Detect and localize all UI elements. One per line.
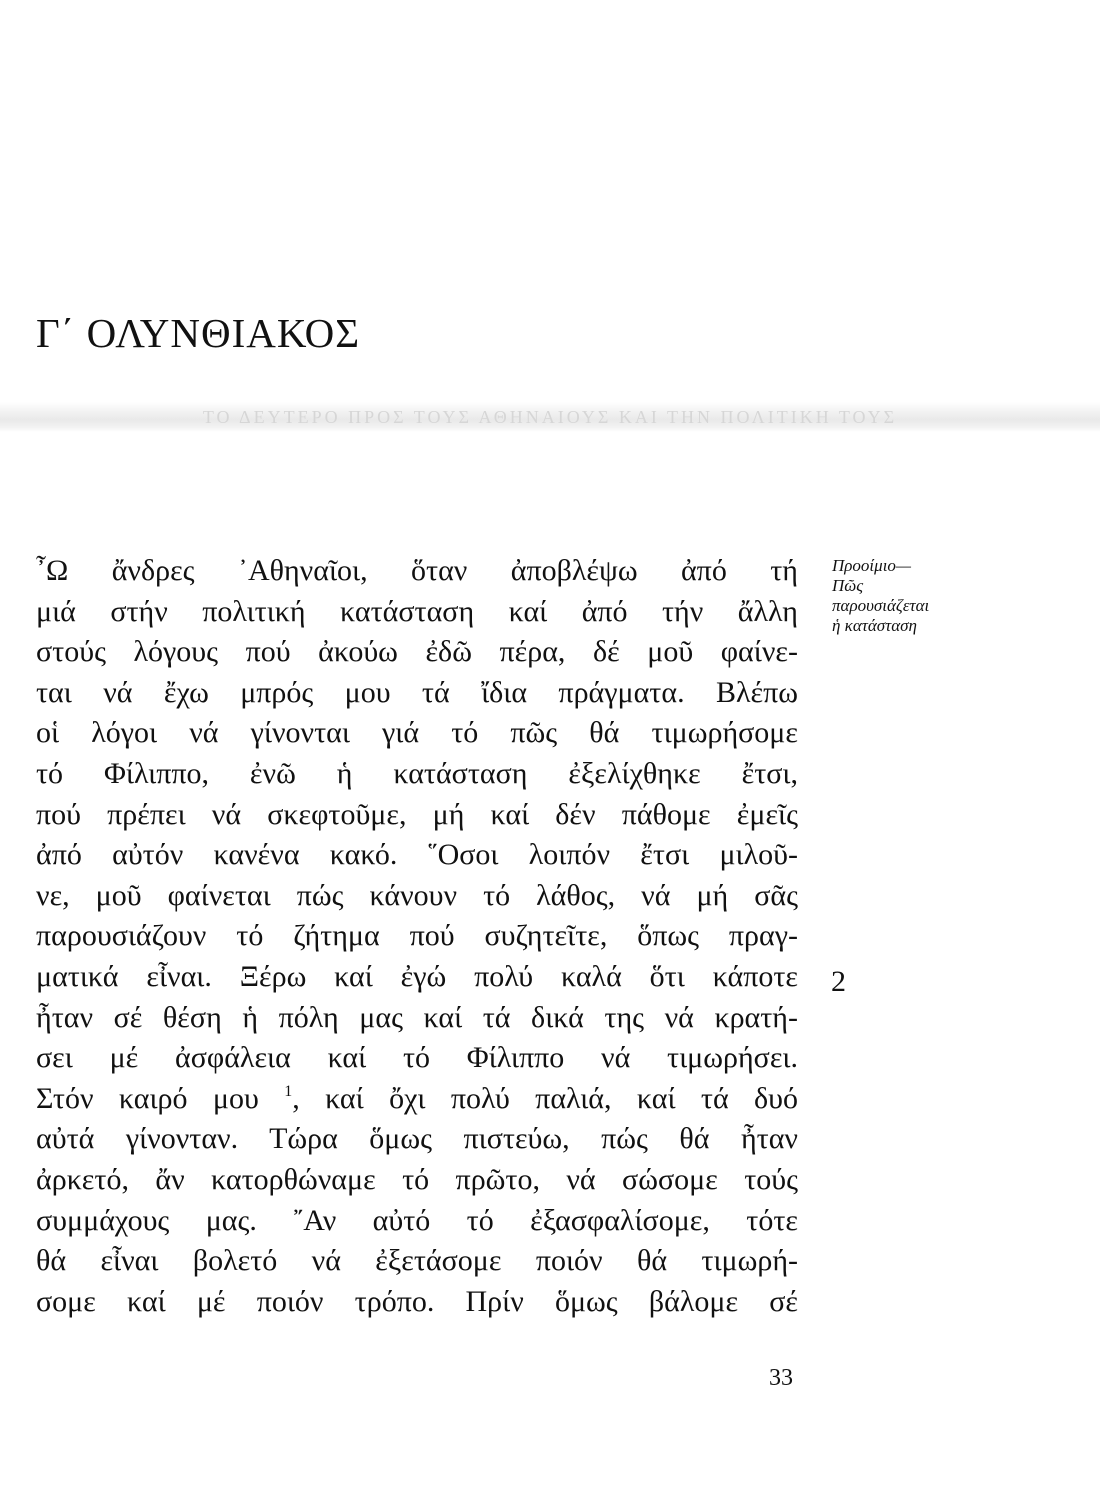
body-line-6: τό Φίλιππο, ἐνῶ ἡ κατάσταση ἐξελίχθηκε ἔτσι, [36,756,798,790]
body-line-13: σει μέ ἀσφάλεια καί τό Φίλιππο νά τιμωρήσει. [36,1041,798,1075]
section-number: 2 [831,965,846,998]
body-line-2: μιά στήν πολιτική κατάσταση καί ἀπό τήν ἄλλη [36,594,798,628]
body-line-11: ματικά εἶναι. Ξέρω καί ἐγώ πολύ καλά ὅτι κάποτε [36,959,798,993]
body-line-9: νε, μοῦ φαίνεται πώς κάνουν τό λάθος, νά μή σᾶς [36,878,798,912]
page-title: Γ΄ ΟΛΥΝΘΙΑΚΟΣ [36,310,361,356]
line-14-start: Στόν καιρό μου [36,1081,259,1115]
bleed-through-text: ΤΟ ΔΕΥΤΕΡΟ ΠΡΟΣ ΤΟΥΣ ΑΘΗΝΑΙΟΥΣ ΚΑΙ ΤΗΝ ΠΟΛΙΤΙΚΗ ΤΟΥΣ [202,407,898,427]
body-line-4: ται νά ἔχω μπρός μου τά ἴδια πράγματα. Βλέπω [36,675,798,709]
body-line-15: αὐτά γίνονταν. Τώρα ὅμως πιστεύω, πώς θά ἦταν [36,1122,798,1156]
body-line-19: σομε καί μέ ποιόν τρόπο. Πρίν ὅμως βάλομε σέ [36,1284,798,1318]
margin-note-line-1: Προοίμιο— [832,556,912,575]
margin-note-line-4: ἡ κατάσταση [832,616,917,635]
margin-note [832,556,982,636]
body-text [36,551,798,1322]
margin-note-line-3: παρουσιάζεται [832,596,930,615]
body-line-17: συμμάχους μας. ῎Αν αὐτό τό ἐξασφαλίσομε, τότε [36,1203,798,1237]
body-line-3: στούς λόγους πού ἀκούω ἐδῶ πέρα, δέ μοῦ φαίνε- [36,635,798,669]
footnote-ref: 1 [284,1082,293,1100]
body-line-12: ἦταν σέ θέση ἡ πόλη μας καί τά δικά της νά κρατή- [36,1000,798,1034]
body-line-8: ἀπό αὐτόν κανένα κακό. ῞Οσοι λοιπόν ἔτσι μιλοῦ- [36,838,798,872]
body-line-16: ἀρκετό, ἄν κατορθώναμε τό πρῶτο, νά σώσομε τούς [36,1162,798,1196]
margin-note-line-2: Πῶς [832,576,864,595]
body-line-14 [36,1079,798,1120]
body-line-18: θά εἶναι βολετό νά ἐξετάσομε ποιόν θά τιμωρή- [36,1244,798,1278]
body-line-1: ῏Ω ἄνδρες ᾽Αθηναῖοι, ὅταν ἀποβλέψω ἀπό τή [36,554,798,587]
body-line-5: οἱ λόγοι νά γίνονται γιά τό πῶς θά τιμωρήσομε [36,716,798,750]
line-14-end: , καί ὄχι πολύ παλιά, καί τά δυό [292,1081,799,1115]
page-number: 33 [769,1365,793,1391]
body-line-10: παρουσιάζουν τό ζήτημα πού συζητεῖτε, ὅπως πραγ- [36,919,798,953]
body-line-7: πού πρέπει νά σκεφτοῦμε, μή καί δέν πάθομε ἐμεῖς [36,797,798,831]
